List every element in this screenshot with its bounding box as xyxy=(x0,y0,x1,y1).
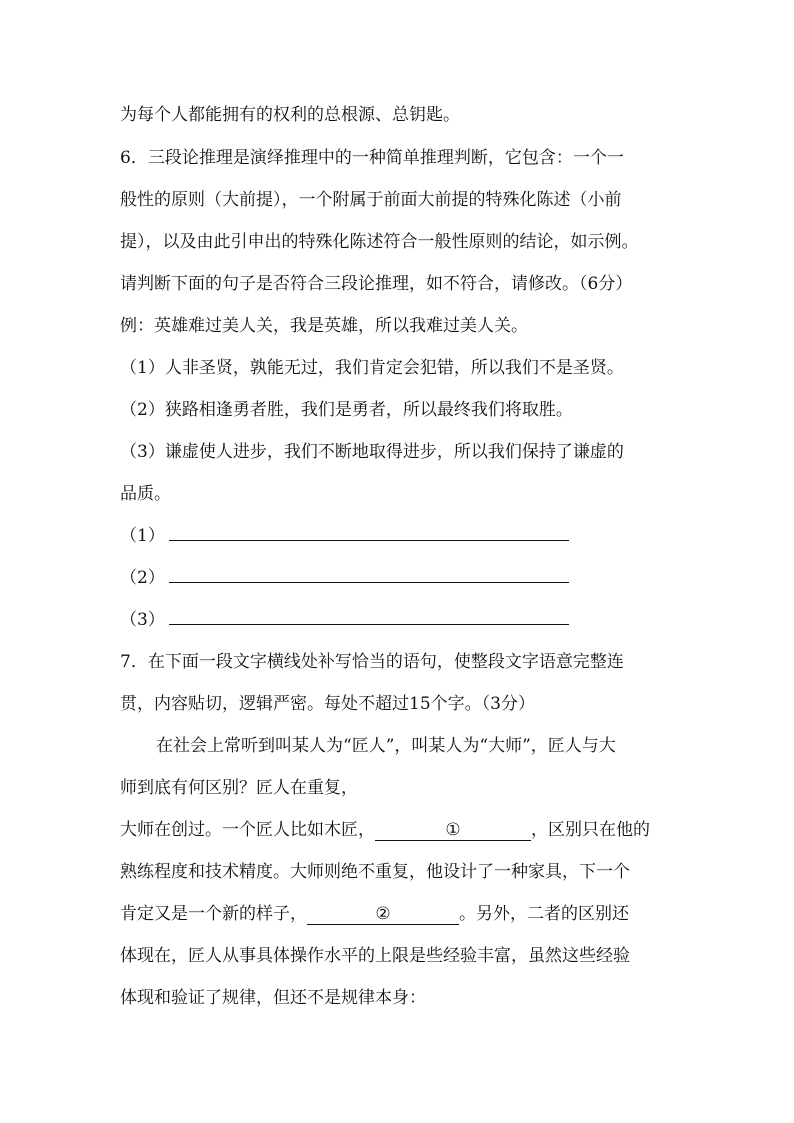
text-line: 贯，内容贴切，逻辑严密。每处不超过15个字。（3分） xyxy=(120,694,535,714)
text-segment: 肯定又是一个新的样子， xyxy=(120,904,307,924)
fill-blank-2[interactable]: ② xyxy=(307,904,459,925)
text-segment: 。另外，二者的区别还 xyxy=(459,904,629,924)
answer-blank[interactable] xyxy=(169,524,569,541)
item-2-line: （2）狭路相逢勇者胜，我们是勇者，所以最终我们将取胜。 xyxy=(120,400,573,420)
answer-label: （2） xyxy=(120,568,165,588)
answer-blank[interactable] xyxy=(169,608,569,625)
text-line: 请判断下面的句子是否符合三段论推理，如不符合，请修改。（6分） xyxy=(120,274,633,294)
text-segment: 大师在创过。一个匠人比如木匠， xyxy=(120,820,375,840)
text-line: 体现在，匠人从事具体操作水平的上限是些经验丰富，虽然这些经验 xyxy=(120,946,630,966)
answer-line-3 xyxy=(120,608,569,632)
item-3-line: （3）谦虚使人进步，我们不断地取得进步，所以我们保持了谦虚的 xyxy=(120,442,624,462)
fill-blank-1[interactable]: ① xyxy=(375,820,531,841)
text-line: 般性的原则（大前提），一个附属于前面大前提的特殊化陈述（小前 xyxy=(120,190,622,210)
text-line: 熟练程度和技术精度。大师则绝不重复，他设计了一种家具，下一个 xyxy=(120,862,630,882)
fill-line-2 xyxy=(120,902,629,926)
example-line: 例：英雄难过美人关，我是英雄，所以我难过美人关。 xyxy=(120,316,528,336)
question-6-line: 6．三段论推理是演绎推理中的一种简单推理判断，它包含：一个一 xyxy=(120,148,624,168)
text-line: 师到底有何区别？匠人在重复， xyxy=(120,778,358,798)
answer-line-2 xyxy=(120,566,569,590)
answer-blank[interactable] xyxy=(169,566,569,583)
fill-line-1 xyxy=(120,818,650,842)
text-line: 为每个人都能拥有的权利的总根源、总钥匙。 xyxy=(120,105,460,125)
paragraph-first-line: 在社会上常听到叫某人为“匠人”，叫某人为“大师”，匠人与大 xyxy=(156,736,616,756)
answer-line-1 xyxy=(120,524,569,548)
text-line: 体现和验证了规律，但还不是规律本身： xyxy=(120,988,426,1008)
question-7-line: 7．在下面一段文字横线处补写恰当的语句，使整段文字语意完整连 xyxy=(120,652,624,672)
text-line: 提），以及由此引申出的特殊化陈述符合一般性原则的结论，如示例。 xyxy=(120,232,639,252)
answer-label: （3） xyxy=(120,610,165,630)
answer-label: （1） xyxy=(120,526,165,546)
item-1-line: （1）人非圣贤，孰能无过，我们肯定会犯错，所以我们不是圣贤。 xyxy=(120,358,624,378)
text-segment: ，区别只在他的 xyxy=(531,820,650,840)
text-line: 品质。 xyxy=(120,484,171,504)
